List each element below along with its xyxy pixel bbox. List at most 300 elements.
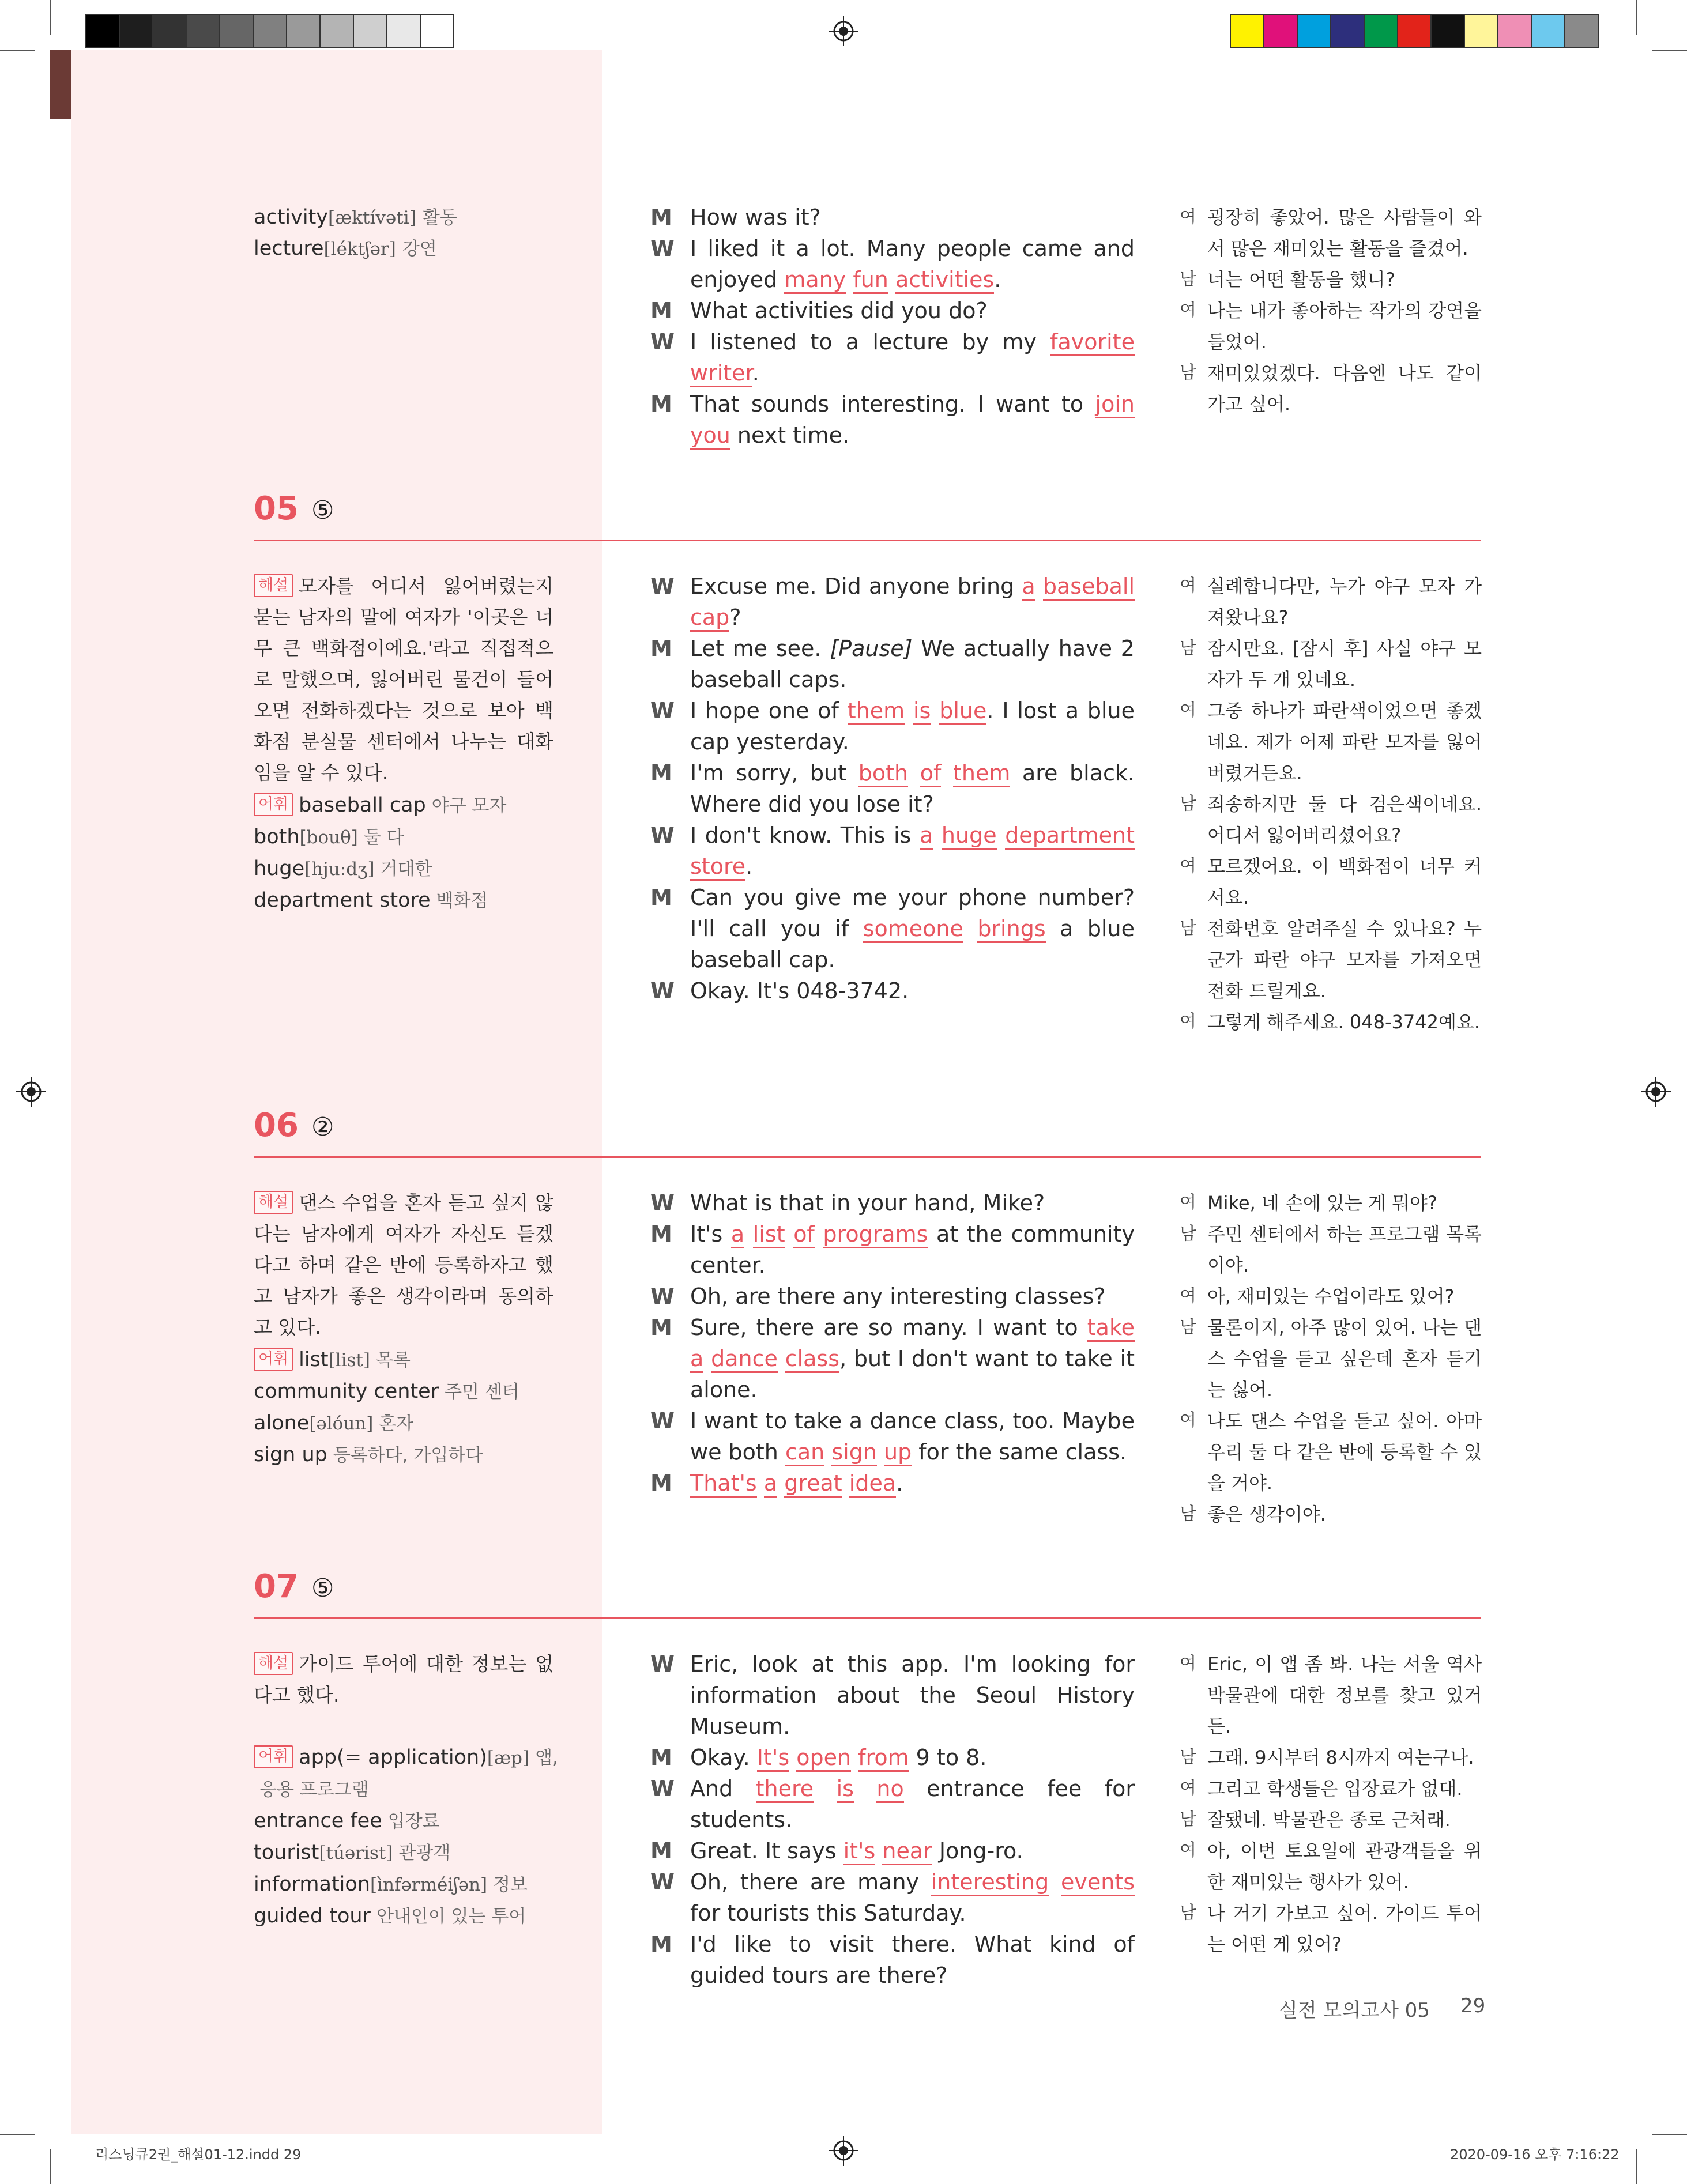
dialogue-segment: We actually have 2 baseball caps. [690,636,1135,692]
translation-line [1180,1006,1482,1038]
dialogue-line [650,388,1135,451]
vocab-entry [254,233,437,265]
vocab-entry [254,1344,577,1376]
dialogue-text [690,233,1135,295]
speaker-label: 남 [1180,1903,1196,1923]
vocab-ipa: [léktʃər] [323,239,396,259]
dialogue-script [650,1187,1135,1499]
vocab-meaning: 관광객 [398,1843,451,1864]
dialogue-line [650,1742,1135,1773]
vocab-word: sign up [254,1443,327,1466]
speaker-label: M [650,1221,672,1247]
speaker-label: M [650,1745,672,1770]
dialogue-segment [888,267,895,292]
blank-answer: a [764,1470,777,1498]
korean-translation [1180,1649,1482,1960]
vocab-list [254,1742,577,1932]
speaker-label: 여 [1180,1654,1196,1674]
dialogue-segment [824,1439,831,1465]
dialogue-text [690,1312,1135,1405]
speaker-label: 남 [1180,918,1196,938]
speaker-label: 여 [1180,700,1196,721]
vocab-meaning: 정보 [493,1874,528,1895]
crop-mark [1652,2134,1687,2135]
translation-line [1180,789,1482,851]
dialogue-line [650,1866,1135,1929]
translation-text: 좋은 생각이야. [1207,1503,1326,1525]
dialogue-segment: I hope one of [690,698,848,723]
dialogue-segment: I liked it a lot. Many people came and enjoyed [690,236,1135,292]
dialogue-line [650,1468,1135,1499]
blank-answer: brings [977,916,1045,943]
blank-answer: is [837,1776,854,1803]
vocab-entry [254,821,577,853]
dialogue-text [690,1219,1135,1281]
blank-answer: favorite [1050,329,1135,356]
speaker-label: W [650,1408,675,1434]
blank-answer: great [784,1470,842,1498]
dialogue-text [690,1649,1135,1742]
speaker-label: W [650,1869,675,1895]
vocab-word: alone [254,1412,310,1435]
dialogue-segment: ? [729,605,741,630]
vocab-entry [254,1805,577,1837]
dialogue-line [650,1929,1135,1991]
question-number: 06 [254,1107,299,1144]
translation-text: 그리고 학생들은 입장료가 없대. [1207,1778,1463,1800]
dialogue-segment: . [994,267,1001,292]
dialogue-text [690,633,1135,695]
dialogue-segment: Jong-ro. [932,1838,1023,1864]
speaker-label: 여 [1180,1012,1196,1032]
dialogue-segment: I listened to a lecture by my [690,329,1050,354]
vocab-meaning: 안내인이 있는 투어 [376,1906,526,1927]
speaker-label: W [650,1776,675,1801]
dialogue-line [650,233,1135,295]
vocab-ipa: [túərist] [319,1843,393,1864]
dialogue-text [690,1468,1135,1499]
page-number: 29 [1460,1994,1486,2017]
dialogue-text [690,326,1135,388]
dialogue-segment: Eric, look at this app. I'm looking for information about the Seoul History Museum. [690,1651,1135,1739]
blank-answer: sign [831,1439,877,1466]
translation-line [1180,1804,1482,1835]
crop-mark [0,2134,35,2135]
speaker-label: M [650,298,672,323]
dialogue-segment [908,760,920,786]
dialogue-segment: What activities did you do? [690,298,988,323]
blank-answer: you [690,423,730,450]
translation-line [1180,295,1482,357]
speaker-label: 남 [1180,269,1196,289]
dialogue-line [650,295,1135,326]
speaker-label: 남 [1180,1747,1196,1767]
speaker-label: M [650,1838,672,1864]
dialogue-line [650,1312,1135,1405]
dialogue-segment [815,1221,823,1247]
dialogue-line [650,202,1135,233]
crop-mark [1636,2149,1637,2184]
blank-answer: a [1022,574,1035,601]
blank-answer: dance [711,1346,778,1373]
dialogue-line [650,1773,1135,1835]
dialogue-segment [854,1776,876,1801]
dialogue-segment: are black. Where did you lose it? [690,760,1135,817]
vocab-entry [254,1774,577,1805]
dialogue-segment: . [752,360,759,386]
translation-text: 물론이지, 아주 많이 있어. 나는 댄스 수업을 듣고 싶은데 혼자 듣기는 싫어. [1207,1317,1482,1401]
file-slug: 리스닝큐2권_해설01-12.indd 29 [95,2147,302,2163]
dialogue-text [690,1929,1135,1991]
dialogue-segment: 9 to 8. [909,1745,987,1770]
dialogue-segment [875,1838,882,1864]
blank-answer: interesting [931,1869,1049,1896]
vocab-meaning: 활동 [422,208,457,228]
translation-line [1180,1405,1482,1499]
blank-answer: writer [690,360,752,387]
dialogue-text [690,820,1135,882]
dialogue-text [690,882,1135,975]
vocab-meaning: 혼자 [379,1413,414,1434]
registration-mark-icon [829,2136,858,2166]
dialogue-line [650,1835,1135,1866]
vocab-word: community center [254,1380,439,1403]
blank-answer: many [784,267,846,294]
dialogue-segment: I'd like to visit there. What kind of guided tours are there? [690,1932,1135,1988]
blank-answer: of [793,1221,815,1248]
registration-mark-icon [1641,1077,1671,1107]
vocab-entry [254,1376,577,1408]
translation-line [1180,1312,1482,1405]
speaker-label: M [650,636,672,661]
vocab-entry [254,1837,577,1869]
vocab-meaning: 등록하다, 가입하다 [333,1445,483,1466]
dialogue-segment: What is that in your hand, Mike? [690,1190,1045,1216]
speaker-label: 남 [1180,1224,1196,1244]
blank-answer: is [913,698,931,725]
speaker-label: M [650,391,672,417]
speaker-label: 남 [1180,1317,1196,1337]
translation-text: 아, 이번 토요일에 관광객들을 위한 재미있는 행사가 있어. [1207,1840,1482,1893]
translation-text: 굉장히 좋았어. 많은 사람들이 와서 많은 재미있는 활동을 즐겼어. [1207,206,1482,259]
dialogue-line [650,1281,1135,1312]
dialogue-segment: Okay. It's 048-3742. [690,978,909,1004]
blank-answer: programs [823,1221,928,1248]
dialogue-line [650,1219,1135,1281]
blank-answer: department [1005,823,1135,850]
translation-line [1180,1898,1482,1960]
blank-answer: cap [690,605,729,632]
dialogue-text [690,975,1135,1006]
translation-text: 실례합니다만, 누가 야구 모자 가져왔나요? [1207,575,1482,628]
dialogue-text [690,295,1135,326]
dialogue-text [690,1773,1135,1835]
vocab-word: activity [254,206,329,229]
vocab-meaning: 야구 모자 [431,795,507,816]
vocab-entry [254,1742,577,1774]
question-number: 05 [254,490,299,527]
dialogue-segment [785,1221,794,1247]
speaker-label: W [650,823,675,848]
vocab-ipa: [æktívəti] [328,208,416,228]
explanation-tag: 해설 [254,574,293,597]
blank-answer: baseball [1043,574,1135,601]
translation-line [1180,1281,1482,1312]
vocab-word: app(= application) [299,1746,487,1769]
dialogue-text [690,1281,1135,1312]
vocab-entry [254,202,457,233]
translation-text: Mike, 네 손에 있는 게 뭐야? [1207,1192,1437,1214]
blank-answer: it's [843,1838,876,1865]
vocab-meaning: 입장료 [387,1811,440,1832]
explanation-text: 댄스 수업을 혼자 듣고 싶지 않다는 남자에게 여자가 자신도 듣겠다고 하며 같은 반에 등록하자고 했고 남자가 좋은 생각이라며 동의하고 있다. [254,1191,553,1338]
dialogue-text [690,202,1135,233]
crop-mark [50,0,51,35]
korean-translation [1180,202,1482,420]
dialogue-segment: . [745,854,753,879]
vocab-ipa: [bouθ] [299,827,358,848]
blank-answer: huge [942,823,997,850]
dialogue-segment [931,698,939,723]
answer-choice: ⑤ [311,1574,334,1603]
explanation-text: 가이드 투어에 대한 정보는 없다고 했다. [254,1653,553,1706]
dialogue-text [690,1866,1135,1929]
answer-choice: ⑤ [311,496,334,525]
blank-answer: That's [690,1470,757,1498]
blank-answer: idea [849,1470,896,1498]
translation-text: 전화번호 알려주실 수 있나요? 누군가 파란 야구 모자를 가져오면 전화 드릴게요. [1207,918,1482,1002]
dialogue-segment [933,823,942,848]
dialogue-segment [814,1776,836,1801]
translation-text: 재미있었겠다. 다음엔 나도 같이 가고 싶어. [1207,362,1482,415]
blank-answer: a [731,1221,744,1248]
speaker-label: M [650,1470,672,1496]
vocab-ipa: [əlóun] [309,1413,374,1434]
blank-answer: take [1087,1315,1135,1342]
blank-answer: events [1061,1869,1135,1896]
dialogue-segment: Oh, are there any interesting classes? [690,1284,1106,1309]
vocab-entry [254,790,577,821]
translation-line [1180,357,1482,420]
translation-text: Eric, 이 앱 좀 봐. 나는 서울 역사박물관에 대한 정보를 찾고 있거든. [1207,1653,1482,1737]
speaker-label: 여 [1180,576,1196,596]
dialogue-segment [778,1346,785,1371]
vocab-word: guided tour [254,1904,371,1927]
blank-answer: of [920,760,942,787]
vocab-tag: 어휘 [254,793,293,816]
answer-choice: ② [311,1112,334,1142]
dialogue-segment: a blue baseball cap. [690,916,1135,972]
dialogue-segment: Excuse me. Did anyone bring [690,574,1022,599]
translation-text: 나 거기 가보고 싶어. 가이드 투어는 어떤 게 있어? [1207,1902,1482,1955]
dialogue-text [690,757,1135,820]
dialogue-line [650,757,1135,820]
translation-line [1180,264,1482,295]
dialogue-line [650,975,1135,1006]
vocab-word: huge [254,857,305,880]
speaker-label: 여 [1180,1840,1196,1861]
dialogue-segment [851,1745,858,1770]
dialogue-segment [757,1470,764,1496]
translation-text: 그래. 9시부터 8시까지 여는구나. [1207,1747,1474,1768]
vocab-word: both [254,825,300,848]
vocab-entry [254,1900,577,1932]
vocab-word: baseball cap [299,794,426,817]
translation-text: 나도 댄스 수업을 듣고 싶어. 아마 우리 둘 다 같은 반에 등록할 수 있을 거야. [1207,1410,1482,1494]
blank-answer: near [882,1838,932,1865]
blank-answer: can [785,1439,824,1466]
vocab-list [254,790,577,916]
dialogue-text [690,1835,1135,1866]
blank-answer: them [953,760,1010,787]
crop-mark [50,2149,51,2184]
translation-line [1180,1219,1482,1281]
dialogue-script [650,202,1135,451]
speaker-label: 남 [1180,1809,1196,1830]
dialogue-segment [777,1470,784,1496]
vocab-list [254,1344,577,1471]
blank-answer: activities [895,267,994,294]
stage-direction: [Pause] [830,636,913,661]
dialogue-segment: And [690,1776,756,1801]
dialogue-segment [963,916,977,941]
blank-answer: open [796,1745,851,1772]
date-slug: 2020-09-16 오후 7:16:22 [1450,2147,1620,2163]
vocab-ipa: [æp] [487,1748,530,1768]
korean-translation [1180,571,1482,1038]
translation-text: 주민 센터에서 하는 프로그램 목록이야. [1207,1223,1482,1276]
dialogue-segment: Okay. [690,1745,757,1770]
translation-line [1180,202,1482,264]
question-number: 07 [254,1568,299,1605]
speaker-label: W [650,978,675,1004]
dialogue-line [650,1649,1135,1742]
blank-answer: both [858,760,908,787]
blank-answer: class [785,1346,839,1373]
vocab-entry [254,1439,577,1471]
translation-line [1180,913,1482,1006]
blank-answer: a [920,823,933,850]
speaker-label: W [650,574,675,599]
vocab-tag: 어휘 [254,1348,293,1371]
dialogue-segment: . I lost a blue cap yesterday. [690,698,1135,755]
vocab-entry [254,1408,577,1439]
blank-answer: blue [939,698,986,725]
dialogue-segment: That sounds interesting. I want to [690,391,1095,417]
translation-text: 그중 하나가 파란색이었으면 좋겠네요. 제가 어제 파란 모자를 잃어버렸거든요. [1207,700,1482,784]
dialogue-line [650,695,1135,757]
dialogue-line [650,882,1135,975]
speaker-label: 여 [1180,1193,1196,1213]
dialogue-segment: I'm sorry, but [690,760,858,786]
speaker-label: M [650,885,672,910]
dialogue-segment: I want to take a dance class, too. Maybe we both [690,1408,1135,1465]
vocab-meaning: 주민 센터 [445,1382,519,1402]
dialogue-segment [842,1470,849,1496]
dialogue-script [650,571,1135,1006]
blank-answer: there [756,1776,814,1803]
dialogue-text [690,388,1135,451]
blank-answer: from [858,1745,909,1772]
translation-line [1180,1742,1482,1773]
dialogue-segment [1035,574,1043,599]
speaker-label: 여 [1180,1410,1196,1431]
explanation [254,571,553,789]
speaker-label: M [650,1932,672,1957]
speaker-label: 남 [1180,363,1196,383]
blank-answer: no [876,1776,903,1803]
vocab-meaning: 백화점 [436,891,488,911]
explanation [254,1649,553,1711]
translation-text: 죄송하지만 둘 다 검은색이네요. 어디서 잃어버리셨어요? [1207,793,1482,846]
dialogue-segment: for tourists this Saturday. [690,1900,966,1926]
dialogue-text [690,1405,1135,1468]
speaker-label: W [650,236,675,261]
dialogue-line [650,326,1135,388]
dialogue-script [650,1649,1135,1991]
section-divider [254,1156,1481,1158]
speaker-label: 남 [1180,638,1196,658]
dialogue-segment: It's [690,1221,731,1247]
translation-line [1180,1835,1482,1898]
vocab-meaning: 둘 다 [363,827,404,848]
dialogue-line [650,633,1135,695]
dialogue-segment: Sure, there are so many. I want to [690,1315,1087,1340]
dialogue-line [650,1187,1135,1219]
dialogue-text [690,695,1135,757]
vocab-word: information [254,1873,371,1896]
crop-mark [0,50,35,51]
translation-line [1180,1649,1482,1742]
dialogue-segment: Great. It says [690,1838,843,1864]
vocab-tag: 어휘 [254,1745,293,1768]
speaker-label: W [650,1190,675,1216]
vocab-meaning: 앱, [535,1748,558,1768]
dialogue-segment [789,1745,796,1770]
dialogue-segment: entrance fee for students. [690,1776,1135,1832]
blank-answer: It's [757,1745,789,1772]
crop-mark [1636,0,1637,35]
translation-text: 그렇게 해주세요. 048-3742예요. [1207,1011,1480,1033]
korean-translation [1180,1187,1482,1530]
translation-line [1180,851,1482,913]
dialogue-segment [1049,1869,1061,1895]
vocab-word: tourist [254,1841,319,1864]
vocab-meaning: 목록 [375,1350,411,1371]
translation-text: 잠시만요. [잠시 후] 사실 야구 모자가 두 개 있네요. [1207,638,1482,691]
speaker-label: W [650,329,675,354]
translation-text: 아, 재미있는 수업이라도 있어? [1207,1285,1455,1307]
dialogue-segment [877,1439,884,1465]
vocab-meaning: 강연 [402,239,437,259]
dialogue-segment: next time. [730,423,850,448]
speaker-label: M [650,760,672,786]
speaker-label: 남 [1180,794,1196,814]
blank-answer: fun [853,267,888,294]
speaker-label: 남 [1180,1504,1196,1524]
vocab-entry [254,885,577,916]
page-edge-tab [50,50,71,119]
dialogue-segment: I don't know. This is [690,823,920,848]
vocab-meaning: 응용 프로그램 [259,1779,369,1800]
vocab-entry [254,853,577,885]
dialogue-text [690,1187,1135,1219]
blank-answer: them [848,698,905,725]
speaker-label: 여 [1180,1778,1196,1798]
dialogue-segment [744,1221,753,1247]
blank-answer: join [1095,391,1135,418]
speaker-label: W [650,1651,675,1677]
